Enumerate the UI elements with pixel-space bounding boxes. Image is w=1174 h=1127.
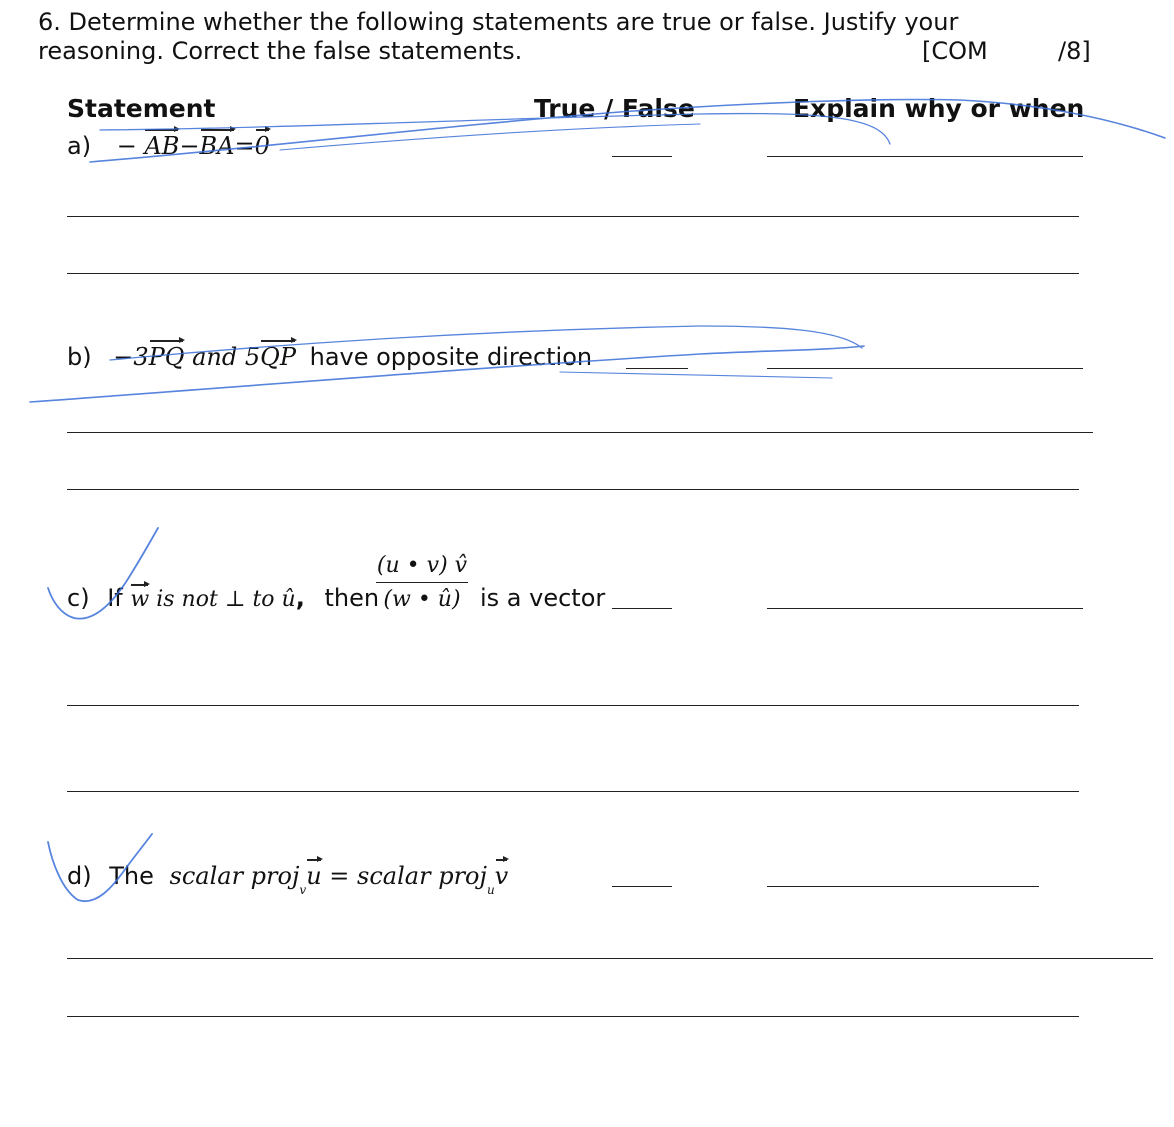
- row-b-answer-line-2[interactable]: [67, 489, 1079, 490]
- row-b-answer-line-1[interactable]: [67, 432, 1093, 433]
- row-c-denominator: (w • û): [383, 587, 461, 612]
- row-a-statement: [67, 132, 270, 160]
- row-d-scalar-proj-1: scalar proj: [169, 862, 300, 890]
- row-b-label: b): [67, 343, 92, 371]
- row-d-equals: =: [321, 862, 358, 890]
- row-c-then: then: [324, 584, 380, 612]
- question-line-2: reasoning. Correct the false statements.: [38, 37, 523, 65]
- row-b-minus: −: [113, 343, 134, 371]
- row-d-statement: [67, 862, 509, 897]
- row-c-comma: ,: [295, 584, 305, 612]
- row-b-vector-qp: QP: [260, 343, 296, 371]
- row-a-minus-2: −: [179, 132, 200, 160]
- row-b-tf-blank[interactable]: [626, 368, 688, 369]
- row-d-the: The: [109, 862, 154, 890]
- row-d-sub-u: u: [486, 883, 495, 897]
- row-a-label: a): [67, 132, 92, 160]
- row-a-tf-blank[interactable]: [612, 156, 672, 157]
- row-a-answer-line-1[interactable]: [67, 216, 1079, 217]
- row-c-uhat: û: [281, 587, 296, 612]
- header-explain: Explain why or when: [793, 94, 1085, 123]
- row-c-answer-line-1[interactable]: [67, 705, 1079, 706]
- row-d-explain-blank[interactable]: [767, 886, 1039, 887]
- row-a-vector-ab: AB: [144, 132, 180, 160]
- row-d-label: d): [67, 862, 92, 890]
- row-b-coef-1: 3: [133, 343, 149, 371]
- ink-strike-row-a-3: [280, 124, 700, 150]
- header-statement: Statement: [67, 94, 216, 123]
- row-d-answer-line-2[interactable]: [67, 1016, 1079, 1017]
- row-a-answer-line-2[interactable]: [67, 273, 1079, 274]
- row-c-explain-blank[interactable]: [767, 608, 1083, 609]
- row-c-isnot: is not ⊥ to: [149, 587, 282, 612]
- row-b-vector-pq: PQ: [148, 343, 185, 371]
- row-d-answer-line-1[interactable]: [67, 958, 1153, 959]
- row-b-and: and: [184, 343, 245, 371]
- row-c-tail: is a vector: [480, 584, 606, 612]
- row-c-statement: [67, 584, 379, 612]
- marks-total: /8]: [1058, 37, 1091, 65]
- row-c-fraction: [376, 553, 468, 612]
- row-c-numerator: (u • v) v̂: [376, 553, 468, 578]
- row-a-equals: =: [234, 132, 255, 160]
- row-c-vector-w: w: [130, 587, 150, 612]
- row-d-vector-u: u: [306, 862, 322, 890]
- header-true-false: True / False: [534, 94, 695, 123]
- row-a-vector-ba: BA: [199, 132, 235, 160]
- row-d-vector-v: v: [494, 862, 509, 890]
- row-d-sub-v: v: [299, 883, 307, 897]
- row-b-text: have opposite direction: [309, 343, 593, 371]
- row-b-statement: [67, 343, 592, 371]
- row-c-tf-blank[interactable]: [612, 608, 672, 609]
- row-c-label: c): [67, 584, 90, 612]
- row-c-if: If: [107, 584, 123, 612]
- row-a-minus-1: −: [116, 132, 137, 160]
- row-d-scalar-proj-2: scalar proj: [357, 862, 487, 890]
- row-a-explain-blank[interactable]: [767, 156, 1083, 157]
- com-label: [COM: [922, 37, 988, 65]
- row-c-answer-line-2[interactable]: [67, 791, 1079, 792]
- ink-strike-row-b-3: [560, 372, 832, 378]
- row-b-coef-2: 5: [244, 343, 261, 371]
- row-d-tf-blank[interactable]: [612, 886, 672, 887]
- question-line-1: 6. Determine whether the following statements are true or false. Justify your: [38, 8, 959, 36]
- row-a-zero-vector: 0: [254, 132, 270, 160]
- row-b-explain-blank[interactable]: [767, 368, 1083, 369]
